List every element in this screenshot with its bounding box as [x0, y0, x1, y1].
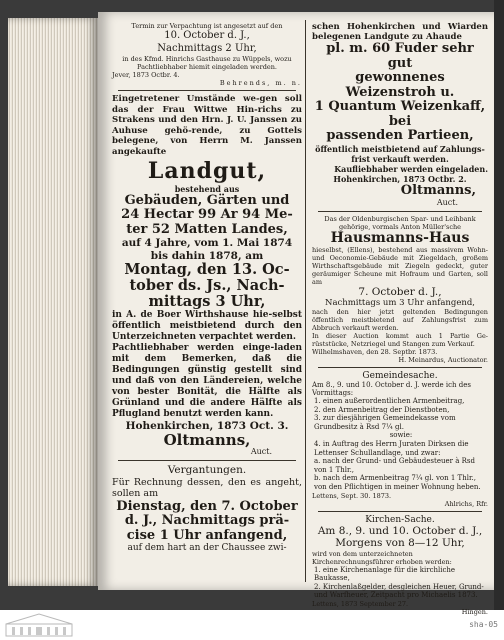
notice-signature-title: Auct. — [250, 447, 272, 457]
notice-text: 1 Quantum Weizenkaff, bei — [314, 99, 486, 129]
notice-place-date: Hohenkirchen, 1873 Oct. 3. — [125, 420, 289, 433]
notice-vergantungen — [112, 464, 302, 553]
notice-text: In dieser Auction kommt auch 1 Partie Ge-rüststücke, Netzriegel und Stangen zum Verkauf. — [312, 332, 488, 348]
notice-signature: Oltmanns, — [400, 182, 476, 198]
notice-weizenstroh — [312, 22, 488, 208]
list-item: b. nach dem Armenbeitrag 7¼ gl. von 1 Thlr., von den Pflichtigen in meiner Wohnung heben. — [314, 474, 481, 491]
notice-place-date: Lettens, 1873 September 27. — [312, 599, 409, 608]
notice-text: gewonnenes Weizenstroh u. — [345, 70, 455, 100]
notice-text: wird von dem unterzeichneten Kirchenrechnungsführer erhoben werden: — [312, 549, 452, 566]
notice-text: öffentlich meistbietend auf Zahlungs-frist verkauft werden. — [315, 143, 485, 164]
notice-place-date: Jever, 1873 Octbr. 4. — [112, 71, 180, 79]
list-item: 4. in Auftrag des Herrn Juraten Dirksen die Lettenser Schullandlage, und zwar: — [314, 439, 469, 457]
section-title: Gemeindesache. — [362, 371, 438, 381]
notice-time: Morgens von 8—12 Uhr, — [335, 537, 465, 550]
separator-rule — [118, 90, 296, 91]
notice-text: in A. de Boer Wirthshause hie-selbst öffentlich meistbietend durch den Unterzeichneten verpachtet werden. — [112, 310, 302, 343]
notice-signature: Hingen. — [461, 607, 488, 616]
notice-text: auf dem hart an der Chaussee zwi- — [127, 543, 287, 554]
notice-date: Am 8., 9. und 10. October d. J., — [317, 524, 483, 537]
notice-text: Pachtliebhaber werden einge-laden mit dem Bemerken, daß die Bedingungen günstig gestellt sind und daß von den Ländereien, welche von bester Bonität, die Hälfte als Grünland und die andere Hälfte als Pflugland benutzt werden kann. — [112, 343, 302, 420]
notice-date: Dienstag, den 7. October — [116, 498, 298, 514]
list-item: 3. zur diesjährigen Gemeindekasse vom Grundbesitz à Rsd 7¼ gl. — [314, 414, 456, 431]
notice-text: Für Rechnung dessen, den es angeht, sollen am — [112, 476, 302, 500]
notice-text: Pachtliebhaber hiemit eingeladen werden. — [137, 63, 277, 71]
notice-text: hieselbst, (Ellens), bestehend aus massivem Wohn- und Oeconomie-Gebäude mit Ziegeldach, großem Wirthschaftsgebäude mit Ziegeln gedeckt, guter geräumiger Scheune mit Hofraum und Garten, soll am — [312, 245, 488, 286]
notice-text: Termin zur Verpachtung ist angesetzt auf den — [131, 22, 283, 30]
notice-time: Nachmittags um 3 Uhr anfangend, — [325, 298, 475, 308]
notice-text: ter 52 Matten Landes, — [126, 221, 288, 237]
notice-place-date: Hohenkirchen, 1873 Octbr. 2. — [333, 173, 467, 184]
right-column — [312, 22, 488, 616]
notice-time: mittags 3 Uhr, — [148, 293, 266, 311]
separator-rule — [118, 460, 296, 461]
notice-headline: Landgut, — [147, 157, 267, 184]
notice-signature: Oltmanns, — [163, 430, 251, 449]
scan-border — [494, 0, 504, 610]
notice-time: d. J., Nachmittags prä- — [124, 513, 290, 529]
notice-place-date: Wilhelmshaven, den 28. Septbr. 1873. — [312, 348, 438, 356]
notice-text: passenden Partieen, — [326, 128, 474, 143]
notice-text: Gebäuden, Gärten und — [124, 192, 290, 208]
notice-text: auf 4 Jahre, vom 1. Mai 1874 — [121, 237, 293, 250]
list-item: a. nach der Grund- und Gebäudesteuer à Rsd von 1 Thlr., — [314, 457, 475, 474]
notice-signature: H. Meinardus, Auctionator. — [398, 356, 488, 364]
column-divider — [305, 20, 306, 582]
notice-gemeindesache — [312, 371, 488, 508]
list-item: 2. Kirchenlaßgelder, desgleichen Heuer, Grund- und Warfheuer, Zeitpacht pro Michaelis 1873. — [314, 582, 484, 600]
notice-text: bestehend aus — [174, 183, 240, 194]
notice-text: Kaufliebhaber werden eingeladen. — [334, 163, 488, 174]
separator-rule — [318, 511, 482, 512]
newspaper-page — [98, 12, 494, 616]
notice-date: 7. October d. J., — [358, 285, 442, 298]
notice-date: 10. October d. J., — [164, 30, 250, 41]
notice-text: Das der Oldenburgischen Spar- und Leihbank gehörige, vormals Anton Müller'sche — [324, 215, 476, 231]
notice-time: Nachmittags 2 Uhr, — [157, 42, 257, 54]
notice-text: 24 Hectar 99 Ar 94 Me- — [121, 207, 293, 223]
notice-text: in des Kfmd. Hinrichs Gasthause zu Wüppels, wozu — [122, 55, 292, 63]
separator-rule — [318, 367, 482, 368]
list-item: sowie: — [389, 431, 413, 440]
list-item: 1. einen außerordentlichen Armenbeitrag, — [314, 397, 465, 405]
notice-text: Am 8., 9. und 10. October d. J. werde ich des Vormittags: — [312, 381, 471, 397]
left-column — [112, 22, 302, 580]
section-title: Kirchen-Sache. — [365, 514, 435, 525]
notice-signature-title: Auct. — [436, 198, 458, 207]
separator-rule — [318, 211, 482, 212]
notice-time: cise 1 Uhr anfangend, — [126, 527, 288, 543]
library-building-logo-icon — [4, 612, 74, 638]
page-stack-edge — [8, 18, 98, 586]
notice-date: Montag, den 13. Oc- — [124, 261, 290, 279]
notice-text: Eingetretener Umstände we-gen soll das der Frau Wittwe Hin-richs zu Strakens und den Hrn. J. U. Janssen zu Auhuse gehö-rende, zu Gottels belegene, von Herrn M. Janssen angekaufte — [112, 94, 302, 157]
notice-text: nach den hier jetzt geltenden Bedingungen öffentlich meistbietend auf Zahlungsfrist zum Abbruch verkauft werden. — [312, 308, 488, 332]
notice-hausmanns-haus — [312, 215, 488, 364]
section-title: Vergantungen. — [167, 464, 247, 477]
notice-headline: Hausmanns-Haus — [330, 230, 470, 246]
notice-date: tober ds. Js., Nach- — [129, 277, 285, 295]
notice-verpachtung — [112, 22, 302, 87]
notice-text: bis dahin 1878, am — [150, 249, 264, 262]
list-item: 1. eine Kirchenanlage für die kirchliche Baukasse, — [314, 565, 456, 583]
notice-landgut — [112, 94, 302, 457]
image-identifier: sha-05 — [469, 620, 498, 629]
notice-text: pl. m. 60 Fuder sehr gut — [326, 41, 474, 71]
notice-place-date: Lettens, Sept. 30. 1873. — [312, 491, 392, 500]
notice-signature: Behrends, m. n. — [219, 79, 302, 87]
notice-kirchensache — [312, 515, 488, 616]
list-item: 2. den Armenbeitrag der Dienstboten, — [314, 405, 450, 414]
notice-text: schen Hohenkirchen und Wiarden belegenen Landgute zu Ahaude — [312, 22, 488, 42]
notice-signature: Ahlrichs, Rfr. — [444, 499, 488, 508]
